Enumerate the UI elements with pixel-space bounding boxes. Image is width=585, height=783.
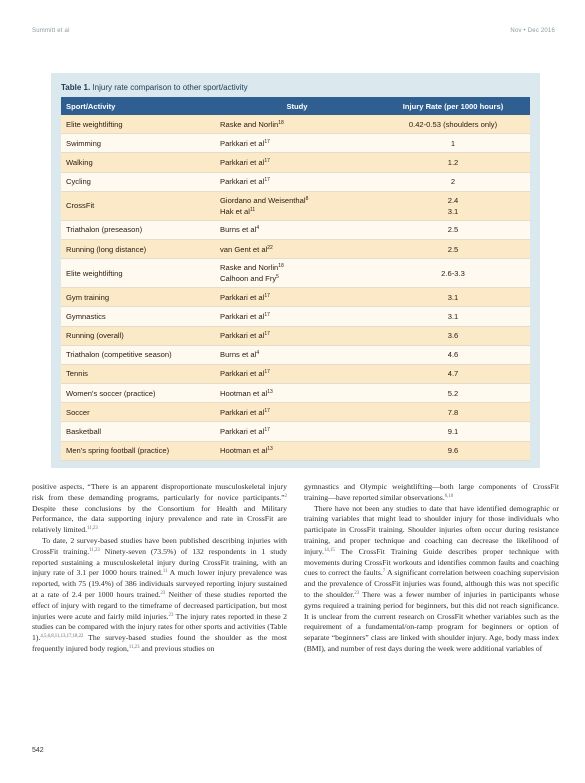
- study-ref: 18: [278, 263, 284, 270]
- cell-activity: Walking: [66, 157, 93, 167]
- table-row: [61, 259, 530, 288]
- cell-study: [218, 349, 376, 360]
- cell-study: [218, 388, 376, 399]
- cell-study: [218, 176, 376, 187]
- cell-activity: Gym training: [66, 292, 110, 302]
- body-paragraph: gymnastics and Olympic weightlifting—both large components of CrossFit training—have reported similar observations.$^{6,10}$: [304, 482, 559, 502]
- study-name: Parkkari et al: [220, 427, 265, 437]
- rate-value: 7.8: [447, 407, 459, 417]
- rate-value: 0.42-0.53 (shoulders only): [408, 119, 498, 129]
- cell-rate: [376, 388, 530, 399]
- cell-rate: [376, 157, 530, 168]
- study-name: Burns et al: [220, 350, 257, 360]
- study-ref: 17: [264, 157, 270, 164]
- table-row: [61, 240, 530, 259]
- rate-value: 2.6-3.3: [441, 268, 465, 278]
- cell-study: [218, 157, 376, 168]
- column-header-activity: Sport/Activity: [66, 101, 116, 111]
- cell-study: [218, 292, 376, 303]
- table-row: [61, 192, 530, 221]
- cell-activity: Gymnastics: [66, 311, 106, 321]
- cell-rate: [376, 268, 530, 279]
- cell-activity: Elite weightlifting: [66, 268, 123, 278]
- cell-study: [218, 330, 376, 341]
- study-name: Giordano and Weisenthal: [220, 195, 306, 205]
- body-column-left: [32, 482, 287, 655]
- cell-rate: [376, 445, 530, 456]
- table-row: [61, 327, 530, 346]
- cell-activity: Triathalon (preseason): [66, 225, 143, 235]
- rate-value: 2.5: [447, 225, 459, 235]
- table-row: [61, 422, 530, 441]
- study-ref: 4: [256, 225, 260, 232]
- study-citation: [220, 388, 376, 399]
- study-citation: [220, 119, 376, 130]
- rate-value: 3.1: [447, 292, 459, 302]
- table-row: [61, 365, 530, 384]
- cell-activity: Men's spring football (practice): [66, 446, 170, 456]
- table-title-text: Injury rate comparison to other sport/activity: [92, 83, 248, 92]
- study-name: Parkkari et al: [220, 311, 265, 321]
- study-ref: 17: [264, 138, 270, 145]
- study-name: Raske and Norlin: [220, 119, 279, 129]
- running-header-left: Summitt et al: [32, 28, 70, 34]
- study-citation: [220, 273, 376, 284]
- cell-rate: [376, 407, 530, 418]
- table-label: Table 1.: [61, 83, 91, 92]
- cell-rate: [376, 244, 530, 255]
- cell-activity: Soccer: [66, 407, 90, 417]
- study-name: Burns et al: [220, 225, 257, 235]
- cell-study: [218, 262, 376, 284]
- study-ref: 11: [249, 206, 256, 213]
- cell-activity: Swimming: [66, 138, 102, 148]
- study-ref: 22: [267, 244, 273, 251]
- rate-value: 9.1: [447, 427, 459, 437]
- study-citation: [220, 311, 376, 322]
- cell-study: [218, 311, 376, 322]
- study-name: Raske and Norlin: [220, 263, 279, 273]
- cell-rate: [376, 330, 530, 341]
- cell-study: [218, 244, 376, 255]
- table-panel: [51, 73, 540, 468]
- study-name: Hootman et al: [220, 388, 268, 398]
- cell-study: [218, 138, 376, 149]
- table-body: [61, 115, 530, 461]
- study-ref: 17: [264, 407, 270, 414]
- study-ref: 18: [278, 119, 284, 126]
- table-header-row: [61, 97, 530, 115]
- cell-activity: Women's soccer (practice): [66, 388, 156, 398]
- cell-rate: [376, 138, 530, 149]
- cell-activity: Running (long distance): [66, 244, 147, 254]
- study-name: van Gent et al: [220, 244, 268, 254]
- body-column-right: [304, 482, 559, 655]
- cell-activity: Running (overall): [66, 331, 124, 341]
- study-ref: 13: [267, 446, 273, 453]
- study-citation: [220, 426, 376, 437]
- cell-rate: [376, 195, 530, 217]
- rate-value: 9.6: [447, 446, 459, 456]
- column-header-study: Study: [286, 101, 308, 111]
- rate-value: 3.1: [447, 311, 459, 321]
- table-row: [61, 307, 530, 326]
- table-row: [61, 384, 530, 403]
- study-ref: 8: [305, 195, 309, 202]
- study-citation: [220, 330, 376, 341]
- body-paragraph: positive aspects, “There is an apparent disproportionate musculoskeletal injury risk from these demanding programs, particularly for novice participants.”$^2$ Despite these conclusions by the Consortium for Health and Military Performance, the data supporting injury prevalence and rate in CrossFit are relatively limited.$^{11,23}$: [32, 482, 287, 535]
- cell-study: [218, 426, 376, 437]
- cell-rate: [376, 426, 530, 437]
- study-citation: [220, 138, 376, 149]
- table-title: [61, 83, 248, 92]
- cell-activity: Cycling: [66, 177, 91, 187]
- study-ref: 17: [264, 427, 270, 434]
- cell-study: [218, 368, 376, 379]
- cell-rate: [376, 119, 530, 130]
- rate-value: 1.2: [447, 157, 459, 167]
- study-name: Parkkari et al: [220, 331, 265, 341]
- injury-rate-table: [61, 97, 530, 461]
- rate-value: 5.2: [447, 388, 459, 398]
- study-ref: 17: [264, 331, 270, 338]
- rate-value: 4.6: [447, 350, 459, 360]
- cell-rate: [376, 349, 530, 360]
- study-name: Calhoon and Fry: [220, 274, 277, 284]
- cell-rate: [376, 311, 530, 322]
- cell-activity: Triathalon (competitive season): [66, 350, 172, 360]
- body-paragraph: There have not been any studies to date that have identified demographic or training variables that might lead to shoulder injury for those individuals who participate in CrossFit training. Shoulder injuries often occur during resistance training, and proper technique and coaching can decrease the likelihood of injury.$^{14,15}$ The CrossFit Training Guide describes proper technique with movements during CrossFit workouts and identifies common faults and coaching cues to correct the faults.$^7$ A significant correlation between coaching supervision and the prevalence of CrossFit injuries was found, although this was not specific to the shoulder.$^{23}$ There was a fewer number of injuries in participants whose gyms required a training period for beginners, but this did not reach significance. It is unclear from the current research on CrossFit whether variables such as the requirement of a fundamental/on-ramp program for beginners or option of separate “beginners” class are linked with shoulder injury. Age, body mass index (BMI), and number of rest days during the week were additional variables of: [304, 503, 560, 653]
- study-citation: [220, 445, 376, 456]
- cell-study: [218, 407, 376, 418]
- study-name: Hak et al: [220, 206, 250, 216]
- study-citation: [220, 195, 376, 206]
- table-row: [61, 221, 530, 240]
- study-name: Parkkari et al: [220, 369, 265, 379]
- study-citation: [220, 292, 376, 303]
- table-row: [61, 403, 530, 422]
- table-row: [61, 346, 530, 365]
- study-name: Parkkari et al: [220, 407, 265, 417]
- cell-study: [218, 195, 376, 217]
- study-name: Hootman et al: [220, 446, 268, 456]
- cell-rate: [376, 224, 530, 235]
- study-ref: 4: [256, 350, 260, 357]
- page-number: 542: [32, 747, 44, 754]
- cell-rate: [376, 176, 530, 187]
- study-citation: [220, 349, 376, 360]
- cell-study: [218, 445, 376, 456]
- table-row: [61, 288, 530, 307]
- cell-rate: [376, 292, 530, 303]
- rate-value: 3.6: [447, 331, 459, 341]
- rate-value: 2.5: [447, 244, 459, 254]
- rate-value: 1: [450, 138, 456, 148]
- column-header-rate: Injury Rate (per 1000 hours): [402, 101, 504, 111]
- study-name: Parkkari et al: [220, 292, 265, 302]
- study-ref: 17: [264, 292, 270, 299]
- study-name: Parkkari et al: [220, 177, 265, 187]
- study-citation: [220, 244, 376, 255]
- study-citation: [220, 224, 376, 235]
- table-row: [61, 173, 530, 192]
- study-citation: [220, 407, 376, 418]
- study-citation: [220, 206, 376, 217]
- cell-activity: Tennis: [66, 369, 88, 379]
- cell-activity: CrossFit: [66, 201, 95, 211]
- study-citation: [220, 368, 376, 379]
- cell-activity: Basketball: [66, 427, 102, 437]
- study-citation: [220, 262, 376, 273]
- cell-activity: Elite weightlifting: [66, 119, 123, 129]
- study-citation: [220, 157, 376, 168]
- rate-value: 3.1: [447, 206, 459, 216]
- table-row: [61, 115, 530, 134]
- study-name: Parkkari et al: [220, 138, 265, 148]
- cell-study: [218, 224, 376, 235]
- table-row: [61, 442, 530, 461]
- cell-rate: [376, 368, 530, 379]
- study-ref: 17: [264, 369, 270, 376]
- study-ref: 17: [264, 311, 270, 318]
- study-ref: 17: [264, 177, 270, 184]
- table-row: [61, 153, 530, 172]
- rate-value: 2.4: [447, 195, 459, 205]
- body-paragraph: To date, 2 survey-based studies have been published describing injuries with CrossFit training.$^{11,23}$ Ninety-seven (73.5%) of 132 respondents in 1 study reported sustaining a musculoskeletal injury during CrossFit training, with an injury rate of 3.1 per 1000 hours trained.$^{11}$ A much lower injury prevalence was reported, with 75 (19.4%) of 386 individuals surveyed reporting injury sustained at a rate of 2.4 per 1000 hours trained.$^{23}$ Neither of these studies reported the effect of injury with regard to the timeframe of decreased participation, but most injuries were acute and fairly mild injuries.$^{23}$ The injury rates reported in these 2 studies can be compared with the injury rates for other sports and activities (Table 1).$^{4,5,6,8,11,13,17,18,22}$ The survey-based studies found the shoulder as the most frequently injured body region,$^{11,23}$ and previous studies on: [32, 535, 287, 653]
- study-name: Parkkari et al: [220, 157, 265, 167]
- study-ref: 5: [276, 274, 279, 281]
- cell-study: [218, 119, 376, 130]
- rate-value: 2: [450, 177, 456, 187]
- study-citation: [220, 176, 376, 187]
- study-ref: 13: [267, 388, 273, 395]
- running-header-right: Nov • Dec 2016: [510, 28, 555, 34]
- table-row: [61, 134, 530, 153]
- rate-value: 4.7: [447, 369, 459, 379]
